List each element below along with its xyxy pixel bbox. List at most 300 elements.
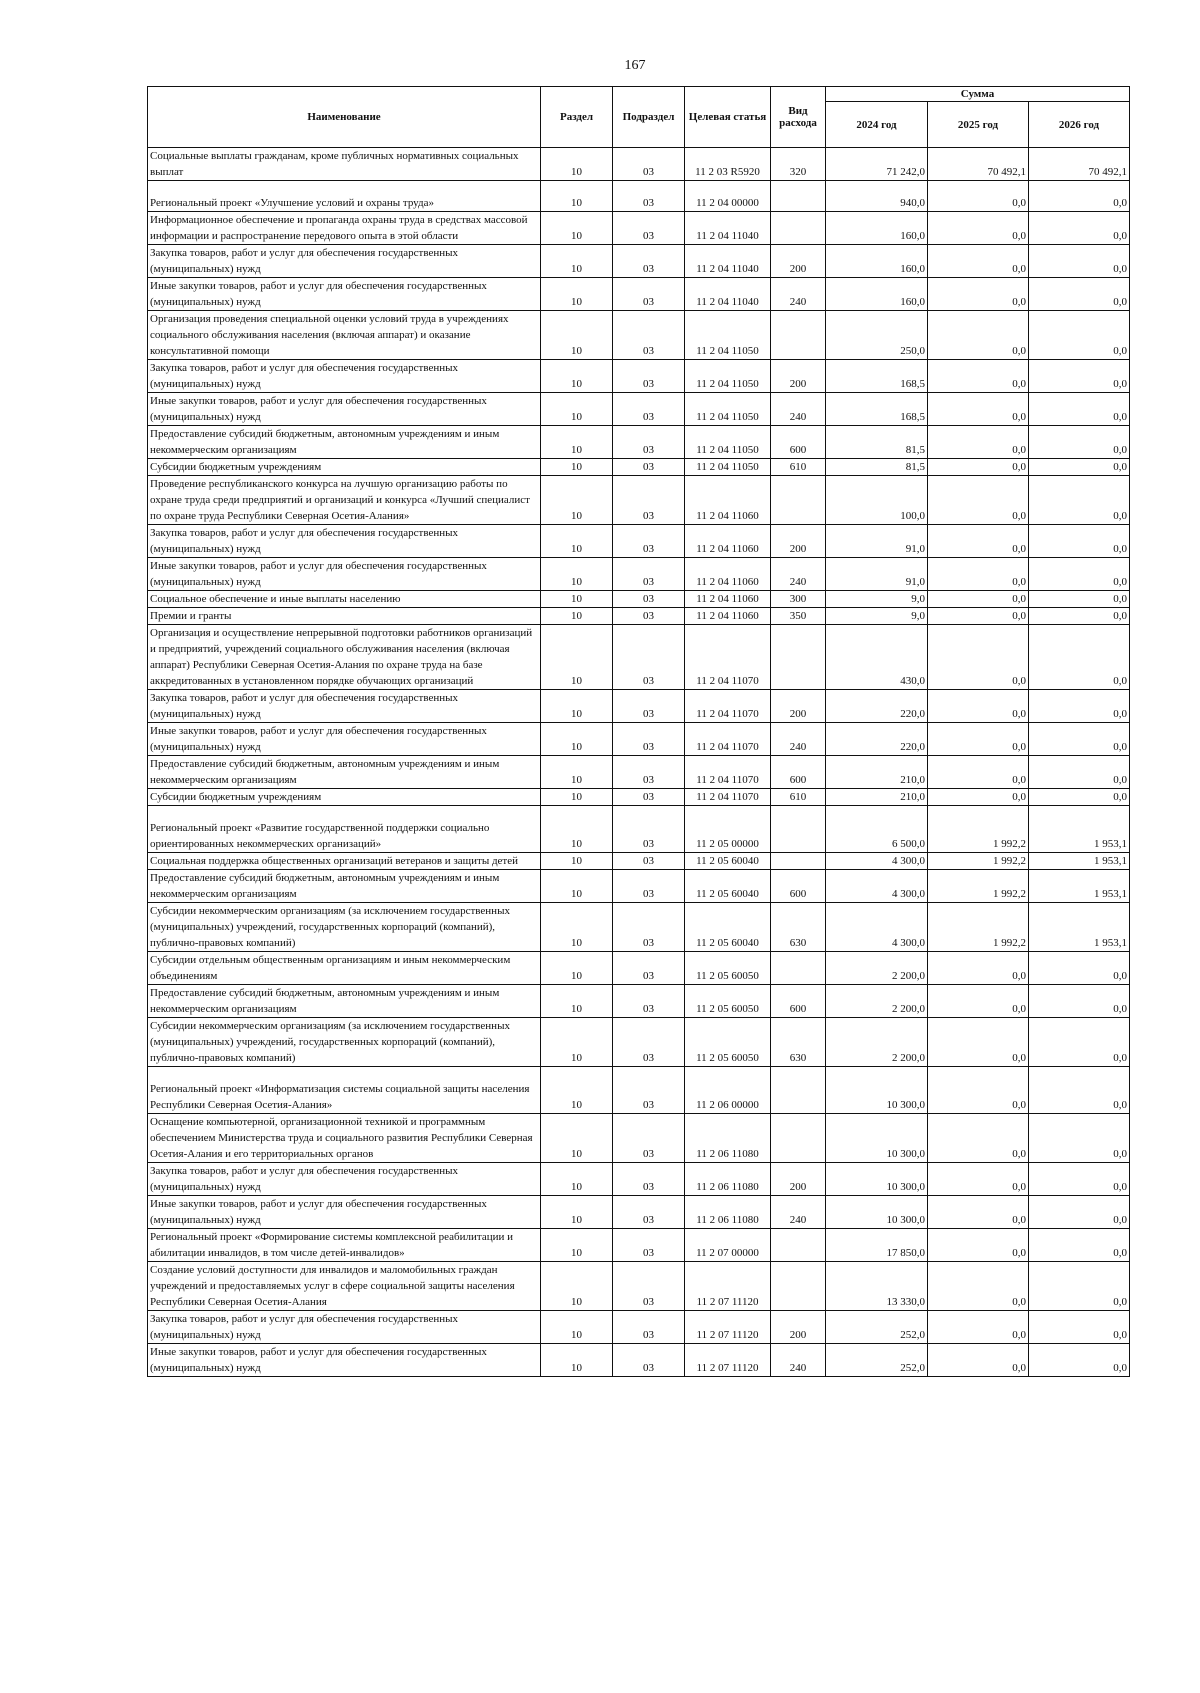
row-name: Региональный проект «Улучшение условий и охраны труда» bbox=[148, 181, 541, 212]
row-target: 11 2 04 11060 bbox=[685, 608, 771, 625]
row-section: 10 bbox=[541, 459, 613, 476]
row-2024: 252,0 bbox=[826, 1311, 928, 1344]
row-subsection: 03 bbox=[613, 952, 685, 985]
row-subsection: 03 bbox=[613, 360, 685, 393]
header-subsection: Подраздел bbox=[613, 87, 685, 148]
row-subsection: 03 bbox=[613, 558, 685, 591]
row-target: 11 2 04 11050 bbox=[685, 360, 771, 393]
row-name: Социальные выплаты гражданам, кроме публичных нормативных социальных выплат bbox=[148, 148, 541, 181]
row-name: Региональный проект «Формирование системы комплексной реабилитации и абилитации инвалидов, в том числе детей-инвалидов» bbox=[148, 1229, 541, 1262]
row-name: Закупка товаров, работ и услуг для обеспечения государственных (муниципальных) нужд bbox=[148, 1311, 541, 1344]
row-2026: 1 953,1 bbox=[1029, 806, 1130, 853]
row-2026: 0,0 bbox=[1029, 1114, 1130, 1163]
table-row bbox=[148, 1229, 1130, 1262]
row-section: 10 bbox=[541, 870, 613, 903]
row-target: 11 2 04 11040 bbox=[685, 278, 771, 311]
row-type bbox=[771, 1262, 826, 1311]
table-row bbox=[148, 1344, 1130, 1377]
table-row bbox=[148, 591, 1130, 608]
row-type: 600 bbox=[771, 985, 826, 1018]
row-2026: 0,0 bbox=[1029, 393, 1130, 426]
table-row bbox=[148, 756, 1130, 789]
row-subsection: 03 bbox=[613, 591, 685, 608]
row-2026: 70 492,1 bbox=[1029, 148, 1130, 181]
row-name: Социальное обеспечение и иные выплаты населению bbox=[148, 591, 541, 608]
row-2026: 0,0 bbox=[1029, 1344, 1130, 1377]
table-row bbox=[148, 806, 1130, 853]
row-2025: 1 992,2 bbox=[928, 853, 1029, 870]
row-2025: 0,0 bbox=[928, 1229, 1029, 1262]
row-subsection: 03 bbox=[613, 690, 685, 723]
row-2026: 0,0 bbox=[1029, 952, 1130, 985]
row-type: 610 bbox=[771, 789, 826, 806]
row-type: 240 bbox=[771, 1196, 826, 1229]
row-2025: 1 992,2 bbox=[928, 870, 1029, 903]
row-section: 10 bbox=[541, 212, 613, 245]
row-target: 11 2 06 11080 bbox=[685, 1163, 771, 1196]
row-2026: 0,0 bbox=[1029, 181, 1130, 212]
row-2024: 168,5 bbox=[826, 360, 928, 393]
row-name: Иные закупки товаров, работ и услуг для обеспечения государственных (муниципальных) нужд bbox=[148, 278, 541, 311]
row-name: Предоставление субсидий бюджетным, автономным учреждениям и иным некоммерческим организациям bbox=[148, 426, 541, 459]
table-row bbox=[148, 525, 1130, 558]
row-2024: 17 850,0 bbox=[826, 1229, 928, 1262]
row-2025: 0,0 bbox=[928, 1018, 1029, 1067]
table-row bbox=[148, 1114, 1130, 1163]
row-subsection: 03 bbox=[613, 625, 685, 690]
table-row bbox=[148, 393, 1130, 426]
row-name: Информационное обеспечение и пропаганда охраны труда в средствах массовой информации и распространение передового опыта в этой области bbox=[148, 212, 541, 245]
row-target: 11 2 05 60050 bbox=[685, 1018, 771, 1067]
row-name: Субсидии некоммерческим организациям (за исключением государственных (муниципальных) учреждений, государственных корпораций (компаний), публично-правовых компаний) bbox=[148, 903, 541, 952]
row-2026: 0,0 bbox=[1029, 1196, 1130, 1229]
row-target: 11 2 04 11060 bbox=[685, 525, 771, 558]
row-2024: 91,0 bbox=[826, 525, 928, 558]
table-row bbox=[148, 1163, 1130, 1196]
row-type bbox=[771, 476, 826, 525]
row-section: 10 bbox=[541, 1018, 613, 1067]
row-type: 630 bbox=[771, 1018, 826, 1067]
row-subsection: 03 bbox=[613, 756, 685, 789]
row-type: 240 bbox=[771, 278, 826, 311]
row-2024: 10 300,0 bbox=[826, 1196, 928, 1229]
row-name: Проведение республиканского конкурса на лучшую организацию работы по охране труда среди предприятий и организаций и конкурса «Лучший специалист по охране труда Республики Северная Осетия-Алания» bbox=[148, 476, 541, 525]
row-target: 11 2 05 60040 bbox=[685, 853, 771, 870]
table-row bbox=[148, 558, 1130, 591]
table-row bbox=[148, 952, 1130, 985]
row-target: 11 2 05 00000 bbox=[685, 806, 771, 853]
row-name: Субсидии бюджетным учреждениям bbox=[148, 459, 541, 476]
row-2026: 0,0 bbox=[1029, 591, 1130, 608]
row-2025: 0,0 bbox=[928, 245, 1029, 278]
row-2025: 1 992,2 bbox=[928, 806, 1029, 853]
row-2025: 0,0 bbox=[928, 558, 1029, 591]
row-target: 11 2 05 60040 bbox=[685, 903, 771, 952]
row-2026: 0,0 bbox=[1029, 311, 1130, 360]
row-target: 11 2 04 11070 bbox=[685, 723, 771, 756]
row-type bbox=[771, 806, 826, 853]
row-2025: 0,0 bbox=[928, 360, 1029, 393]
row-2025: 0,0 bbox=[928, 476, 1029, 525]
row-subsection: 03 bbox=[613, 278, 685, 311]
row-name: Субсидии бюджетным учреждениям bbox=[148, 789, 541, 806]
row-type: 200 bbox=[771, 525, 826, 558]
table-row bbox=[148, 426, 1130, 459]
row-subsection: 03 bbox=[613, 1229, 685, 1262]
row-target: 11 2 04 11050 bbox=[685, 393, 771, 426]
row-section: 10 bbox=[541, 181, 613, 212]
row-section: 10 bbox=[541, 985, 613, 1018]
row-2025: 0,0 bbox=[928, 625, 1029, 690]
row-target: 11 2 04 11060 bbox=[685, 558, 771, 591]
row-2025: 0,0 bbox=[928, 525, 1029, 558]
row-type bbox=[771, 853, 826, 870]
row-section: 10 bbox=[541, 789, 613, 806]
row-name: Региональный проект «Информатизация системы социальной защиты населения Республики Северная Осетия-Алания» bbox=[148, 1067, 541, 1114]
table-row bbox=[148, 789, 1130, 806]
row-target: 11 2 04 11040 bbox=[685, 212, 771, 245]
row-2025: 0,0 bbox=[928, 1196, 1029, 1229]
row-2025: 0,0 bbox=[928, 690, 1029, 723]
row-section: 10 bbox=[541, 723, 613, 756]
row-type bbox=[771, 952, 826, 985]
row-section: 10 bbox=[541, 1311, 613, 1344]
row-2026: 0,0 bbox=[1029, 789, 1130, 806]
row-2024: 81,5 bbox=[826, 426, 928, 459]
row-name: Закупка товаров, работ и услуг для обеспечения государственных (муниципальных) нужд bbox=[148, 1163, 541, 1196]
row-section: 10 bbox=[541, 148, 613, 181]
header-2026: 2026 год bbox=[1029, 102, 1130, 148]
table-body bbox=[148, 148, 1130, 1377]
table-row bbox=[148, 311, 1130, 360]
row-2026: 0,0 bbox=[1029, 1018, 1130, 1067]
row-name: Оснащение компьютерной, организационной техникой и программным обеспечением Министерства труда и социального развития Республики Северная Осетия-Алания и его территориальных органов bbox=[148, 1114, 541, 1163]
row-2024: 100,0 bbox=[826, 476, 928, 525]
row-target: 11 2 04 11040 bbox=[685, 245, 771, 278]
row-2024: 168,5 bbox=[826, 393, 928, 426]
row-name: Иные закупки товаров, работ и услуг для обеспечения государственных (муниципальных) нужд bbox=[148, 558, 541, 591]
table-row bbox=[148, 1311, 1130, 1344]
row-subsection: 03 bbox=[613, 148, 685, 181]
row-2026: 1 953,1 bbox=[1029, 903, 1130, 952]
row-2025: 0,0 bbox=[928, 789, 1029, 806]
row-target: 11 2 04 11070 bbox=[685, 789, 771, 806]
row-section: 10 bbox=[541, 853, 613, 870]
row-2026: 0,0 bbox=[1029, 608, 1130, 625]
row-name: Премии и гранты bbox=[148, 608, 541, 625]
row-name: Иные закупки товаров, работ и услуг для обеспечения государственных (муниципальных) нужд bbox=[148, 393, 541, 426]
row-2025: 0,0 bbox=[928, 723, 1029, 756]
row-2026: 0,0 bbox=[1029, 985, 1130, 1018]
row-subsection: 03 bbox=[613, 181, 685, 212]
row-name: Закупка товаров, работ и услуг для обеспечения государственных (муниципальных) нужд bbox=[148, 360, 541, 393]
row-2024: 81,5 bbox=[826, 459, 928, 476]
table-row bbox=[148, 148, 1130, 181]
row-2024: 4 300,0 bbox=[826, 903, 928, 952]
row-2026: 0,0 bbox=[1029, 1067, 1130, 1114]
row-2026: 0,0 bbox=[1029, 278, 1130, 311]
row-subsection: 03 bbox=[613, 311, 685, 360]
row-type: 200 bbox=[771, 245, 826, 278]
row-section: 10 bbox=[541, 608, 613, 625]
row-2024: 9,0 bbox=[826, 608, 928, 625]
row-2024: 250,0 bbox=[826, 311, 928, 360]
row-2024: 4 300,0 bbox=[826, 853, 928, 870]
table-row bbox=[148, 690, 1130, 723]
row-target: 11 2 06 11080 bbox=[685, 1196, 771, 1229]
row-2024: 71 242,0 bbox=[826, 148, 928, 181]
row-name: Предоставление субсидий бюджетным, автономным учреждениям и иным некоммерческим организациям bbox=[148, 870, 541, 903]
row-section: 10 bbox=[541, 806, 613, 853]
row-subsection: 03 bbox=[613, 1163, 685, 1196]
page-number: 167 bbox=[624, 58, 646, 73]
row-section: 10 bbox=[541, 1067, 613, 1114]
row-2024: 160,0 bbox=[826, 245, 928, 278]
row-2026: 0,0 bbox=[1029, 558, 1130, 591]
row-section: 10 bbox=[541, 625, 613, 690]
row-type: 300 bbox=[771, 591, 826, 608]
row-2025: 0,0 bbox=[928, 952, 1029, 985]
row-type: 200 bbox=[771, 1311, 826, 1344]
row-subsection: 03 bbox=[613, 212, 685, 245]
row-target: 11 2 04 11060 bbox=[685, 476, 771, 525]
row-subsection: 03 bbox=[613, 1067, 685, 1114]
table-row bbox=[148, 985, 1130, 1018]
row-2026: 0,0 bbox=[1029, 476, 1130, 525]
row-2025: 0,0 bbox=[928, 311, 1029, 360]
row-2026: 0,0 bbox=[1029, 426, 1130, 459]
row-target: 11 2 07 00000 bbox=[685, 1229, 771, 1262]
row-2026: 0,0 bbox=[1029, 525, 1130, 558]
row-type: 600 bbox=[771, 756, 826, 789]
row-subsection: 03 bbox=[613, 903, 685, 952]
row-section: 10 bbox=[541, 476, 613, 525]
row-2026: 0,0 bbox=[1029, 1229, 1130, 1262]
header-name: Наименование bbox=[148, 87, 541, 148]
row-target: 11 2 06 00000 bbox=[685, 1067, 771, 1114]
row-2024: 10 300,0 bbox=[826, 1114, 928, 1163]
row-type bbox=[771, 212, 826, 245]
row-subsection: 03 bbox=[613, 1196, 685, 1229]
row-2025: 0,0 bbox=[928, 212, 1029, 245]
budget-table bbox=[147, 86, 1130, 1377]
row-target: 11 2 04 11060 bbox=[685, 591, 771, 608]
table-row bbox=[148, 245, 1130, 278]
row-subsection: 03 bbox=[613, 393, 685, 426]
row-type bbox=[771, 1114, 826, 1163]
header-section: Раздел bbox=[541, 87, 613, 148]
row-2025: 70 492,1 bbox=[928, 148, 1029, 181]
row-2026: 0,0 bbox=[1029, 360, 1130, 393]
row-2025: 0,0 bbox=[928, 393, 1029, 426]
row-2024: 9,0 bbox=[826, 591, 928, 608]
row-target: 11 2 07 11120 bbox=[685, 1262, 771, 1311]
row-type: 630 bbox=[771, 903, 826, 952]
row-target: 11 2 04 11070 bbox=[685, 690, 771, 723]
row-2024: 13 330,0 bbox=[826, 1262, 928, 1311]
header-sum: Сумма bbox=[826, 87, 1130, 102]
row-subsection: 03 bbox=[613, 1114, 685, 1163]
table-row bbox=[148, 608, 1130, 625]
row-subsection: 03 bbox=[613, 1311, 685, 1344]
row-type: 200 bbox=[771, 690, 826, 723]
row-target: 11 2 04 11070 bbox=[685, 756, 771, 789]
row-section: 10 bbox=[541, 360, 613, 393]
row-section: 10 bbox=[541, 1114, 613, 1163]
row-target: 11 2 04 00000 bbox=[685, 181, 771, 212]
row-name: Организация и осуществление непрерывной подготовки работников организаций и предприятий, учреждений социального обслуживания населения (включая аппарат) Республики Северная Осетия-Алания по охране труда на базе аккредитованных в установленном порядке обучающих организаций bbox=[148, 625, 541, 690]
row-2025: 1 992,2 bbox=[928, 903, 1029, 952]
row-2025: 0,0 bbox=[928, 278, 1029, 311]
row-name: Предоставление субсидий бюджетным, автономным учреждениям и иным некоммерческим организациям bbox=[148, 985, 541, 1018]
row-subsection: 03 bbox=[613, 459, 685, 476]
row-section: 10 bbox=[541, 426, 613, 459]
row-target: 11 2 05 60040 bbox=[685, 870, 771, 903]
row-subsection: 03 bbox=[613, 870, 685, 903]
row-2024: 252,0 bbox=[826, 1344, 928, 1377]
row-section: 10 bbox=[541, 1196, 613, 1229]
row-subsection: 03 bbox=[613, 723, 685, 756]
table-row bbox=[148, 870, 1130, 903]
table-row bbox=[148, 212, 1130, 245]
row-2025: 0,0 bbox=[928, 1163, 1029, 1196]
row-2026: 1 953,1 bbox=[1029, 870, 1130, 903]
row-type: 240 bbox=[771, 558, 826, 591]
row-name: Предоставление субсидий бюджетным, автономным учреждениям и иным некоммерческим организациям bbox=[148, 756, 541, 789]
row-name: Иные закупки товаров, работ и услуг для обеспечения государственных (муниципальных) нужд bbox=[148, 1344, 541, 1377]
table-row bbox=[148, 903, 1130, 952]
row-type: 600 bbox=[771, 870, 826, 903]
row-2025: 0,0 bbox=[928, 181, 1029, 212]
row-2024: 2 200,0 bbox=[826, 985, 928, 1018]
row-2026: 0,0 bbox=[1029, 212, 1130, 245]
row-subsection: 03 bbox=[613, 426, 685, 459]
row-section: 10 bbox=[541, 952, 613, 985]
row-2025: 0,0 bbox=[928, 608, 1029, 625]
row-subsection: 03 bbox=[613, 1018, 685, 1067]
row-2026: 0,0 bbox=[1029, 625, 1130, 690]
row-2025: 0,0 bbox=[928, 459, 1029, 476]
row-name: Закупка товаров, работ и услуг для обеспечения государственных (муниципальных) нужд bbox=[148, 525, 541, 558]
row-2024: 6 500,0 bbox=[826, 806, 928, 853]
row-2026: 0,0 bbox=[1029, 459, 1130, 476]
row-target: 11 2 07 11120 bbox=[685, 1311, 771, 1344]
row-2024: 10 300,0 bbox=[826, 1067, 928, 1114]
row-name: Закупка товаров, работ и услуг для обеспечения государственных (муниципальных) нужд bbox=[148, 690, 541, 723]
row-name: Региональный проект «Развитие государственной поддержки социально ориентированных некоммерческих организаций» bbox=[148, 806, 541, 853]
row-subsection: 03 bbox=[613, 789, 685, 806]
row-2024: 2 200,0 bbox=[826, 1018, 928, 1067]
table-row bbox=[148, 853, 1130, 870]
row-section: 10 bbox=[541, 311, 613, 360]
table-row bbox=[148, 360, 1130, 393]
row-section: 10 bbox=[541, 1344, 613, 1377]
row-type bbox=[771, 625, 826, 690]
row-target: 11 2 03 R5920 bbox=[685, 148, 771, 181]
row-section: 10 bbox=[541, 278, 613, 311]
row-name: Закупка товаров, работ и услуг для обеспечения государственных (муниципальных) нужд bbox=[148, 245, 541, 278]
row-section: 10 bbox=[541, 525, 613, 558]
row-target: 11 2 05 60050 bbox=[685, 952, 771, 985]
row-target: 11 2 04 11050 bbox=[685, 459, 771, 476]
row-2026: 0,0 bbox=[1029, 1311, 1130, 1344]
row-section: 10 bbox=[541, 393, 613, 426]
row-type bbox=[771, 181, 826, 212]
row-section: 10 bbox=[541, 903, 613, 952]
row-subsection: 03 bbox=[613, 853, 685, 870]
table-row bbox=[148, 625, 1130, 690]
row-section: 10 bbox=[541, 756, 613, 789]
row-target: 11 2 04 11050 bbox=[685, 311, 771, 360]
row-2024: 160,0 bbox=[826, 212, 928, 245]
row-2024: 4 300,0 bbox=[826, 870, 928, 903]
row-target: 11 2 04 11070 bbox=[685, 625, 771, 690]
row-type bbox=[771, 311, 826, 360]
row-section: 10 bbox=[541, 1229, 613, 1262]
row-2026: 0,0 bbox=[1029, 723, 1130, 756]
row-subsection: 03 bbox=[613, 1262, 685, 1311]
row-subsection: 03 bbox=[613, 1344, 685, 1377]
row-name: Создание условий доступности для инвалидов и маломобильных граждан учреждений и предоставляемых услуг в сфере социальной защиты населения Республики Северная Осетия-Алания bbox=[148, 1262, 541, 1311]
row-target: 11 2 06 11080 bbox=[685, 1114, 771, 1163]
row-type: 240 bbox=[771, 1344, 826, 1377]
row-2025: 0,0 bbox=[928, 985, 1029, 1018]
row-subsection: 03 bbox=[613, 245, 685, 278]
row-2025: 0,0 bbox=[928, 1067, 1029, 1114]
row-name: Социальная поддержка общественных организаций ветеранов и защиты детей bbox=[148, 853, 541, 870]
row-name: Иные закупки товаров, работ и услуг для обеспечения государственных (муниципальных) нужд bbox=[148, 1196, 541, 1229]
row-section: 10 bbox=[541, 1262, 613, 1311]
row-2024: 430,0 bbox=[826, 625, 928, 690]
row-subsection: 03 bbox=[613, 476, 685, 525]
row-section: 10 bbox=[541, 245, 613, 278]
row-type: 610 bbox=[771, 459, 826, 476]
row-type: 200 bbox=[771, 360, 826, 393]
row-2025: 0,0 bbox=[928, 591, 1029, 608]
row-section: 10 bbox=[541, 1163, 613, 1196]
row-2024: 220,0 bbox=[826, 723, 928, 756]
row-2024: 220,0 bbox=[826, 690, 928, 723]
row-subsection: 03 bbox=[613, 806, 685, 853]
row-2025: 0,0 bbox=[928, 1344, 1029, 1377]
row-name: Субсидии отдельным общественным организациям и иным некоммерческим объединениям bbox=[148, 952, 541, 985]
table-row bbox=[148, 476, 1130, 525]
row-2024: 210,0 bbox=[826, 789, 928, 806]
row-2024: 91,0 bbox=[826, 558, 928, 591]
row-2024: 160,0 bbox=[826, 278, 928, 311]
table-row bbox=[148, 459, 1130, 476]
table-row bbox=[148, 723, 1130, 756]
row-name: Субсидии некоммерческим организациям (за исключением государственных (муниципальных) учреждений, государственных корпораций (компаний), публично-правовых компаний) bbox=[148, 1018, 541, 1067]
row-type: 200 bbox=[771, 1163, 826, 1196]
header-2025: 2025 год bbox=[928, 102, 1029, 148]
header-2024: 2024 год bbox=[826, 102, 928, 148]
table-row bbox=[148, 181, 1130, 212]
row-section: 10 bbox=[541, 558, 613, 591]
row-subsection: 03 bbox=[613, 608, 685, 625]
row-2025: 0,0 bbox=[928, 756, 1029, 789]
row-2026: 0,0 bbox=[1029, 756, 1130, 789]
row-type bbox=[771, 1067, 826, 1114]
row-type: 240 bbox=[771, 723, 826, 756]
row-target: 11 2 05 60050 bbox=[685, 985, 771, 1018]
header-type: Вид расхода bbox=[771, 87, 826, 148]
row-subsection: 03 bbox=[613, 985, 685, 1018]
row-2024: 940,0 bbox=[826, 181, 928, 212]
row-2025: 0,0 bbox=[928, 1114, 1029, 1163]
table-row bbox=[148, 1196, 1130, 1229]
table-row bbox=[148, 1262, 1130, 1311]
